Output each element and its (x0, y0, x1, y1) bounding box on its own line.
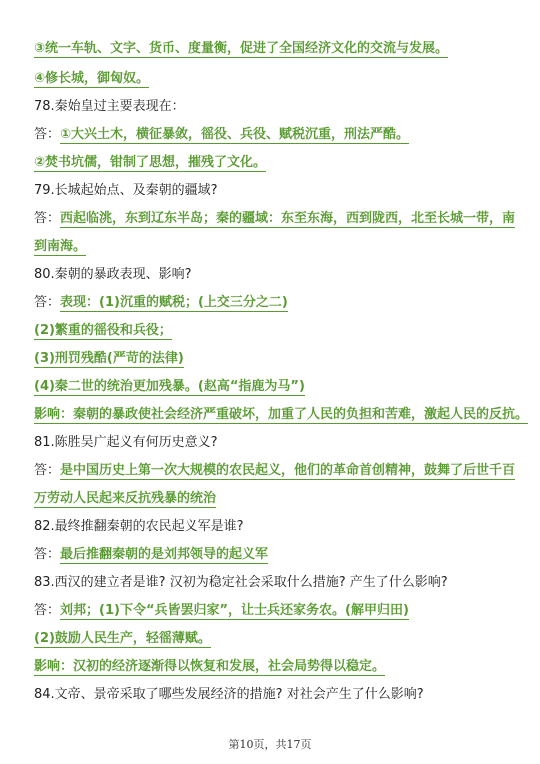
answer-prefix: 答： (34, 127, 61, 142)
answer-continuation-line (34, 490, 516, 508)
answer-continuation-line (34, 70, 516, 88)
impact-text: 影响：秦朝的暴政使社会经济严重破坏，加重了人民的负担和苦难，激起人民的反抗。 (34, 407, 529, 422)
question-line: 83.西汉的建立者是谁? 汉初为稳定社会采取什么措施? 产生了什么影响? (34, 575, 448, 590)
answer-line (34, 546, 516, 564)
question-line: 82.最终推翻秦朝的农民起义军是谁? (34, 519, 244, 534)
answer-continuation-line (34, 630, 516, 648)
impact-text: 影响：汉初的经济逐渐得以恢复和发展，社会局势得以稳定。 (34, 659, 386, 674)
page-footer: 第10页，共17页 (228, 738, 312, 751)
impact-line (34, 658, 516, 676)
question-line: 81.陈胜吴广起义有何历史意义? (34, 435, 218, 450)
question-line: 78.秦始皇过主要表现在： (34, 99, 185, 114)
answer-text: 万劳动人民起来反抗残暴的统治 (34, 491, 217, 506)
answer-text: 西起临洮，东到辽东半岛；秦的疆域：东至东海，西到陇西，北至长城一带，南 (60, 211, 516, 226)
answer-text: (2)繁重的徭役和兵役； (34, 323, 172, 338)
answer-text: 最后推翻秦朝的是刘邦领导的起义军 (60, 547, 269, 562)
answer-text: ②焚书坑儒，钳制了思想，摧残了文化。 (34, 155, 267, 170)
answer-line (34, 210, 516, 228)
answer-prefix: 答： (34, 463, 61, 478)
answer-line (34, 126, 516, 144)
answer-prefix: 答： (34, 295, 61, 310)
answer-text: (3)刑罚残酷(严苛的法律) (34, 351, 184, 366)
question-line: 79.长城起始点、及秦朝的疆域? (34, 183, 218, 198)
answer-text: ③统一车轨、文字、货币、度量衡，促进了全国经济文化的交流与发展。 (34, 41, 449, 56)
answer-text: (2)鼓励人民生产，轻徭薄赋。 (34, 631, 211, 646)
answer-continuation-line (34, 40, 516, 58)
question-line: 80.秦朝的暴政表现、影响? (34, 267, 192, 282)
answer-line (34, 462, 516, 480)
answer-text: 是中国历史上第一次大规模的农民起义，他们的革命首创精神，鼓舞了后世千百 (60, 463, 516, 478)
answer-prefix: 答： (34, 211, 61, 226)
answer-text: ①大兴土木，横征暴敛，徭役、兵役、赋税沉重，刑法严酷。 (60, 127, 410, 142)
answer-line (34, 294, 516, 312)
answer-continuation-line (34, 154, 516, 172)
answer-text: 到南海。 (34, 239, 87, 254)
answer-continuation-line (34, 350, 516, 368)
answer-prefix: 答： (34, 547, 61, 562)
question-line: 84.文帝、景帝采取了哪些发展经济的措施? 对社会产生了什么影响? (34, 687, 424, 702)
answer-prefix: 答： (34, 603, 61, 618)
answer-continuation-line (34, 378, 516, 396)
answer-continuation-line (34, 322, 516, 340)
answer-text: (4)秦二世的统治更加残暴。(赵高“指鹿为马”) (34, 379, 305, 394)
answer-continuation-line (34, 238, 516, 256)
answer-text: 刘邦；(1)下令“兵皆罢归家”，让士兵还家务农。(解甲归田) (60, 603, 409, 618)
answer-line (34, 602, 516, 620)
answer-text: 表现：(1)沉重的赋税；(上交三分之二) (60, 295, 288, 310)
impact-line (34, 406, 529, 424)
answer-text: ④修长城，御匈奴。 (34, 71, 150, 86)
